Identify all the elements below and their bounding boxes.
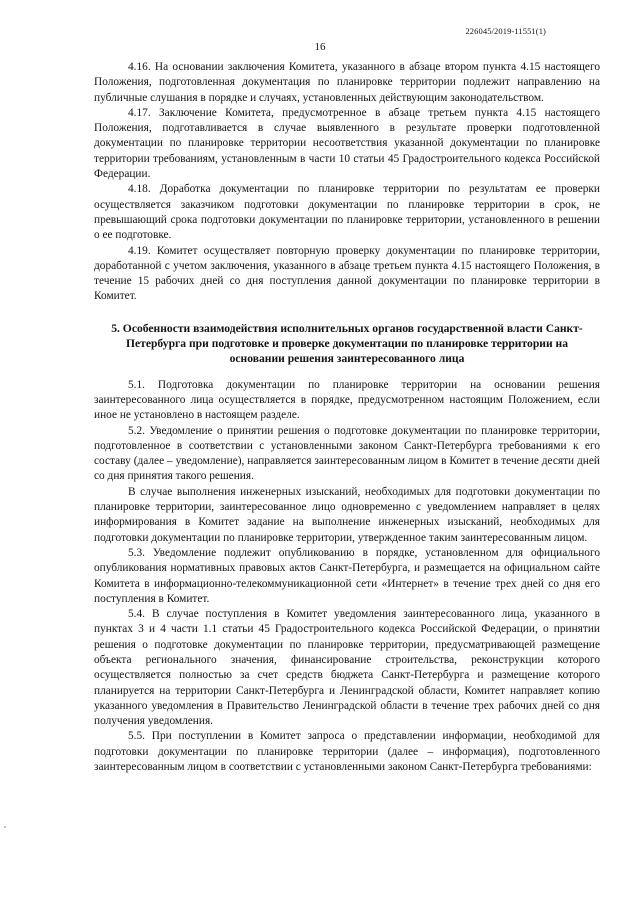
paragraph-5-5: 5.5. При поступлении в Комитет запроса о представлении информации, необходимой для подготовки документации по планировке территории (далее – информация), подготовленного заинтересованным лицом в соответствии с установленными законом Санкт-Петербурга требованиями: bbox=[94, 730, 600, 774]
paragraph-5-4: 5.4. В случае поступления в Комитет уведомления заинтересованного лица, указанного в пунктах 3 и 4 части 1.1 статьи 45 Градостроительного кодекса Российской Федерации, о принятии решения о подготовке документации по планировке территории, предусматривающей размещение объекта регионального значения, финансирование строительства, реконструкции которого осуществляется полностью за счет средств бюджета Санкт-Петербурга и размещение которого планируется на территории Санкт-Петербурга и Ленинградской области, Комитет направляет копию указанного уведомления в Правительство Ленинградской области в течение трех рабочих дней со дня получения уведомления. bbox=[94, 608, 600, 728]
document-number: 226045/2019-11551(1) bbox=[465, 26, 546, 36]
paragraph-5-1: 5.1. Подготовка документации по планировке территории на основании решения заинтересованного лица осуществляется в порядке, предусмотренном настоящим Положением, если иное не установлено в настоящем разделе. bbox=[94, 378, 600, 422]
paragraph-4-16: 4.16. На основании заключения Комитета, указанного в абзаце втором пункта 4.15 настоящего Положения, подготовленная документация по планировке территории подлежит направлению на публичные слушания в порядке и случаях, установленных действующим законодательством. bbox=[94, 61, 600, 104]
section-5-heading: 5. Особенности взаимодействия исполнительных органов государственной власти Санкт-Петербурга при подготовке и проверке документации по планировке территории на основании решения заинтересованного лица bbox=[111, 321, 583, 366]
paragraph-4-18: 4.18. Доработка документации по планировке территории по результатам ее проверки осуществляется заказчиком подготовки документации по планировке территории в срок, не превышающий срока подготовки документации по планировке территории, установленного в решении о ее подготовке. bbox=[94, 183, 600, 242]
paragraph-5-2-engineering: В случае выполнения инженерных изысканий, необходимых для подготовки документации по планировке территории, заинтересованное лицо одновременно с уведомлением направляет в целях информирования в Комитет задание на выполнение инженерных изысканий, необходимых для подготовки документации по планировке территории, утвержденное таким заинтересованным лицом. bbox=[94, 485, 600, 544]
paragraph-4-19: 4.19. Комитет осуществляет повторную проверку документации по планировке территории, доработанной с учетом заключения, указанного в абзаце третьем пункта 4.15 настоящего Положения, в течение 15 рабочих дней со дня поступления данной документации по планировке территории в Комитет. bbox=[94, 244, 600, 303]
paragraph-5-2: 5.2. Уведомление о принятии решения о подготовке документации по планировке территории, подготовленное в соответствии с установленными законом Санкт-Петербурга требованиями к его составу (далее – уведомление), направляется заинтересованным лицом в Комитет в течение десяти дней со дня принятия такого решения. bbox=[94, 424, 600, 483]
document-body bbox=[94, 60, 600, 775]
scan-artifact-dot bbox=[4, 826, 6, 828]
page-number: 16 bbox=[314, 41, 326, 53]
paragraph-5-3: 5.3. Уведомление подлежит опубликованию в порядке, установленном для официального опубликования нормативных правовых актов Санкт-Петербурга, и размещается на официальном сайте Комитета в информационно-телекоммуникационной сети «Интернет» в течение трех дней со дня его поступления в Комитет. bbox=[94, 546, 600, 605]
paragraph-4-17: 4.17. Заключение Комитета, предусмотренное в абзаце третьем пункта 4.15 настоящего Положения, подготавливается в случае выявленного в результате проверки подготовленной документации по планировке территории несоответствия указанной документации по планировке территории требованиям, установленным в части 10 статьи 45 Градостроительного кодекса Российской Федерации. bbox=[94, 106, 600, 181]
